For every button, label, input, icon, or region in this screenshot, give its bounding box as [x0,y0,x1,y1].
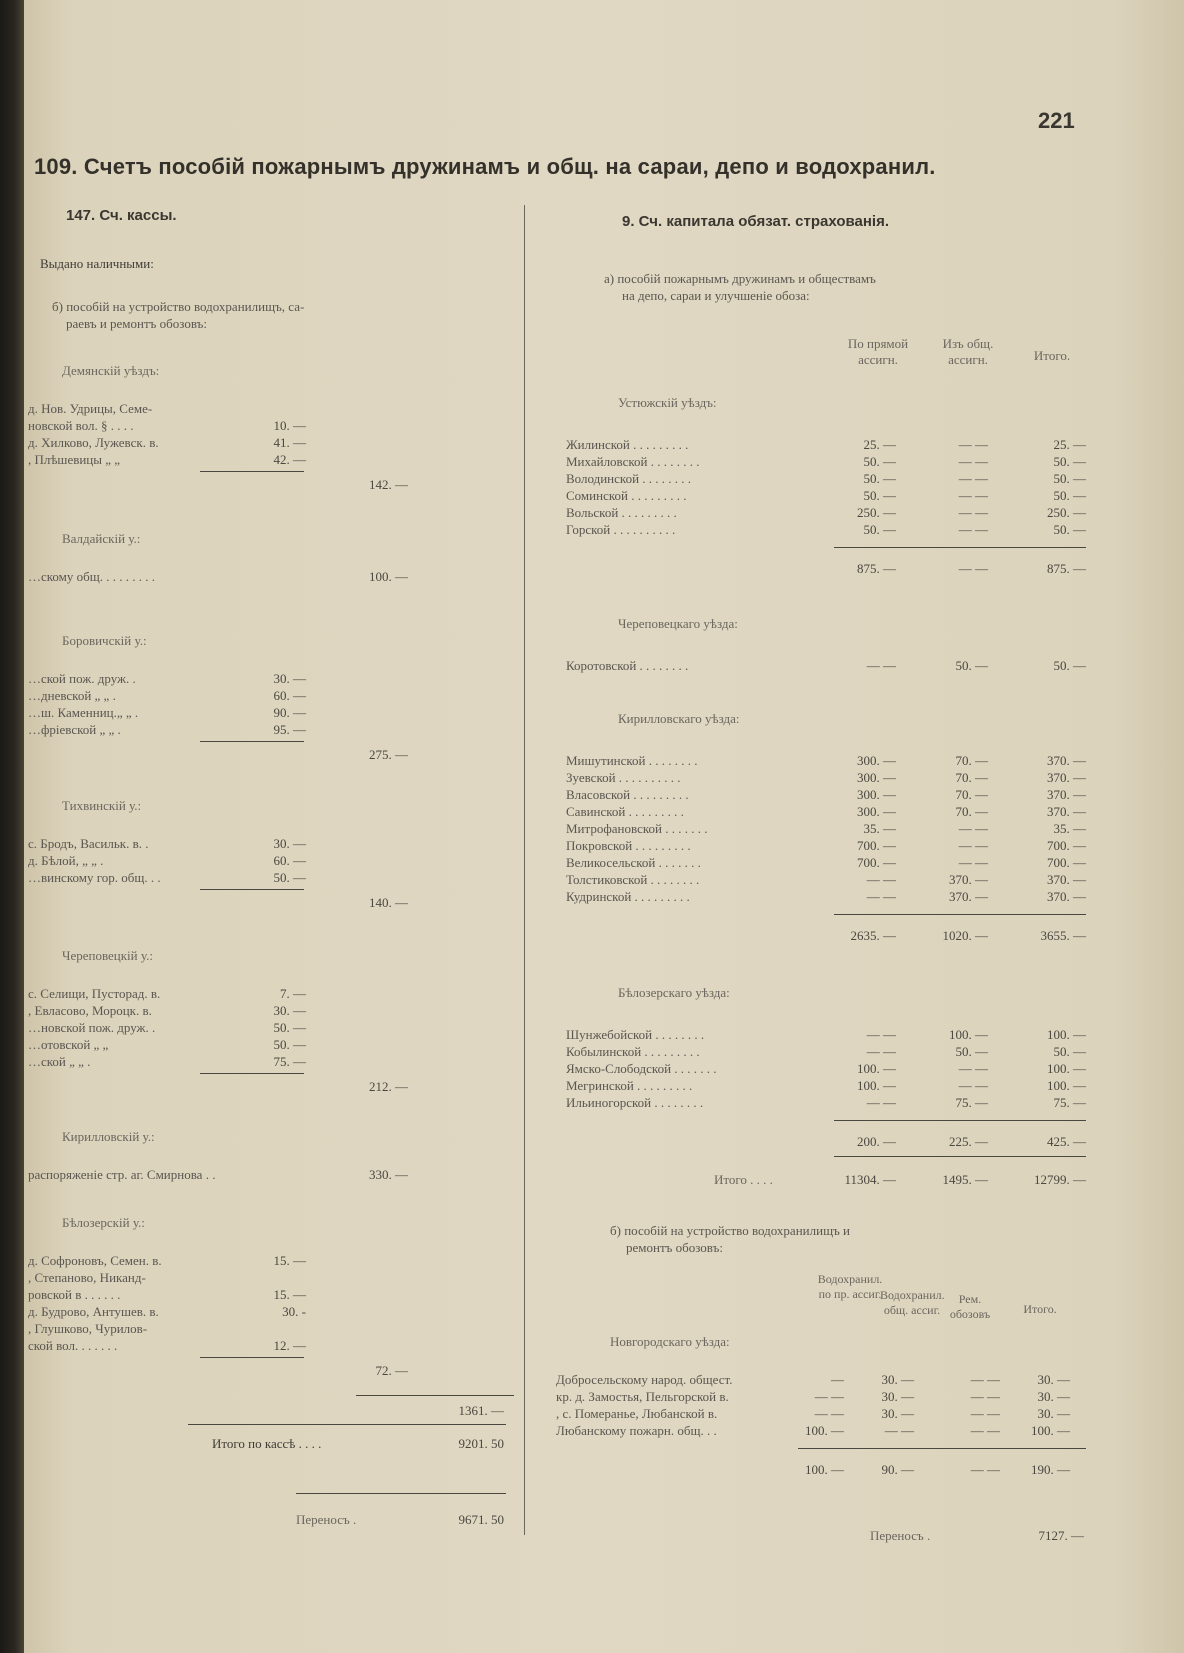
ledger-row-label: …фріевской „ „ . [28,722,121,737]
district-total: 190. — [1031,1462,1070,1477]
subtotal-rule [200,741,304,742]
itogo-rule [188,1424,506,1425]
district-heading: Бѣлозерскій у.: [62,1215,145,1230]
ledger-row-label: …дневской „ „ . [28,688,116,703]
ledger-cell: 100. — [949,1027,988,1042]
column-b-header-1: Водохранил. по пр. ассиг. [817,1272,883,1301]
ledger-row-value: 30. — [273,1003,306,1018]
district-heading: Устюжскій уѣздъ: [618,395,717,410]
column-header-direct: По прямой ассигн. [847,336,909,367]
section-a-line-1: а) пособій пожарнымъ дружинамъ и обществамъ [604,271,876,286]
right-heading: 9. Сч. капитала обязат. страхованія. [622,213,889,230]
ledger-cell: 35. — [863,821,896,836]
district-heading: Демянскій уѣздъ: [62,363,160,378]
ledger-row-value: 50. — [273,1037,306,1052]
ledger-row-value: 30. — [273,671,306,686]
ledger-row-label: , Степаново, Никанд- [28,1270,146,1285]
section-b-line-2: раевъ и ремонтъ обозовъ: [66,316,207,331]
ledger-row-label: Толстиковской . . . . . . . . [566,872,700,887]
ledger-row-label: Власовской . . . . . . . . . [566,787,689,802]
ledger-cell: — — [958,488,988,503]
ledger-row-label: Зуевской . . . . . . . . . . [566,770,681,785]
ledger-cell: 50. — [1053,1044,1086,1059]
ledger-row-label: , Евласово, Мороцк. в. [28,1003,152,1018]
ledger-row-label: …ской пож. друж. . [28,671,136,686]
ledger-row-value: 15. — [273,1287,306,1302]
column-b-header-2: Водохранил. общ. ассиг. [880,1288,945,1317]
district-heading: Боровичскій у.: [62,633,147,648]
district-total: 212. — [369,1079,408,1094]
ledger-cell: — — [958,437,988,452]
ledger-row-label: …отовской „ „ [28,1037,109,1052]
ledger-cell: — — [814,1389,844,1404]
subtotal-rule [200,1357,304,1358]
district-heading: Кирилловскій у.: [62,1129,155,1144]
ledger-cell: 70. — [955,753,988,768]
ledger-cell: 30. — [1037,1406,1070,1421]
ledger-row-label: …ской „ „ . [28,1054,91,1069]
district-heading: Бѣлозерскаго уѣзда: [618,985,730,1000]
ledger-row-value: 41. — [273,435,306,450]
ledger-cell: — — [970,1389,1000,1404]
district-total: 875. — [1047,561,1086,576]
ledger-row-label: Мишутинской . . . . . . . . [566,753,698,768]
perenos-label: Переносъ . [296,1512,357,1527]
ledger-cell: — — [866,1095,896,1110]
ledger-row-label: Соминской . . . . . . . . . [566,488,687,503]
ledger-cell: 100. — [1047,1061,1086,1076]
ledger-cell: — — [866,1044,896,1059]
ledger-cell: 370. — [1047,787,1086,802]
district-heading: Валдайскій у.: [62,531,141,546]
ledger-cell: 70. — [955,787,988,802]
ledger-cell: — — [814,1406,844,1421]
ledger-row-label: Великосельской . . . . . . . [566,855,701,870]
section-b-line-2: ремонтъ обозовъ: [626,1240,723,1255]
ledger-cell: 50. — [863,454,896,469]
section-b-line-1: б) пособій на устройство водохранилищъ, са- [52,299,305,314]
ledger-row-value: 15. — [273,1253,306,1268]
ledger-cell: 100. — [857,1078,896,1093]
ledger-row-label: распоряженіе стр. аг. Смирнова . . [28,1167,216,1182]
ledger-cell: 250. — [1047,505,1086,520]
ledger-row-label: Вольской . . . . . . . . . [566,505,677,520]
ledger-cell: 25. — [863,437,896,452]
perenos-value: 7127. — [1038,1528,1084,1543]
ledger-row-label: ской вол. . . . . . . [28,1338,118,1353]
itogo-rule [834,1156,1086,1157]
ledger-row-label: …ш. Каменниц.„ „ . [28,705,139,720]
column-header-total: Итого. [1033,348,1071,363]
ledger-cell: — — [958,505,988,520]
ledger-cell: 370. — [1047,872,1086,887]
ledger-cell: 25. — [1053,437,1086,452]
ledger-row-label: …новской пож. друж. . [28,1020,156,1035]
ledger-cell: — — [970,1423,1000,1438]
ledger-cell: 50. — [1053,471,1086,486]
itogo-value: 12799. — [1034,1172,1086,1187]
issued-label: Выдано наличными: [40,256,154,271]
ledger-cell: — — [958,855,988,870]
ledger-cell: — — [866,872,896,887]
subtotal-rule [200,471,304,472]
subtotal-rule [200,1073,304,1074]
ledger-cell: 50. — [1053,658,1086,673]
grand-subtotal-rule [356,1395,514,1396]
ledger-row-value: 60. — [273,688,306,703]
district-total: 2635. — [850,928,896,943]
ledger-row-label: Митрофановской . . . . . . . [566,821,708,836]
ledger-cell: — [831,1372,844,1387]
ledger-cell: 50. — [863,471,896,486]
ledger-row-label: с. Селищи, Пусторад. в. [28,986,161,1001]
ledger-cell: 50. — [863,488,896,503]
ledger-cell: 50. — [955,658,988,673]
ledger-row-label: кр. д. Замостья, Пельгорской в. [556,1389,729,1404]
ledger-cell: — — [970,1372,1000,1387]
ledger-row-label: Жилинской . . . . . . . . . [566,437,689,452]
district-total: 142. — [369,477,408,492]
ledger-cell: 100. — [1047,1027,1086,1042]
ledger-cell: 100. — [1031,1423,1070,1438]
district-total: 1020. — [942,928,988,943]
column-b-header-4: Итого. [1023,1302,1057,1316]
ledger-row-label: , с. Померанье, Любанской в. [556,1406,718,1421]
ledger-row-label: д. Софроновъ, Семен. в. [28,1253,162,1268]
district-heading: Новгородскаго уѣзда: [610,1334,730,1349]
ledger-cell: — — [958,1078,988,1093]
ledger-cell: 50. — [955,1044,988,1059]
ledger-row-label: Горской . . . . . . . . . . [566,522,676,537]
ledger-row-label: д. Будрово, Антушев. в. [28,1304,159,1319]
ledger-cell: 370. — [949,889,988,904]
perenos-rule [296,1493,506,1494]
ledger-row-value: 30. - [282,1304,306,1319]
district-total: — — [958,561,988,576]
itogo-value: 11304. — [844,1172,896,1187]
ledger-cell: 700. — [857,838,896,853]
ledger-cell: 70. — [955,770,988,785]
ledger-cell: 700. — [857,855,896,870]
ledger-cell: 700. — [1047,838,1086,853]
ledger-cell: 30. — [881,1389,914,1404]
ledger-cell: 75. — [1053,1095,1086,1110]
ledger-cell: 700. — [1047,855,1086,870]
ledger-cell: 300. — [857,787,896,802]
ledger-row-label: Шунжебойской . . . . . . . . [566,1027,705,1042]
ledger-cell: 370. — [1047,753,1086,768]
ledger-cell: 50. — [1053,488,1086,503]
district-total: 90. — [881,1462,914,1477]
ledger-cell: 370. — [1047,889,1086,904]
page-number: 221 [1038,108,1075,133]
ledger-cell: 100. — [1047,1078,1086,1093]
district-total: 100. — [369,569,408,584]
page-title: 109. Счетъ пособій пожарнымъ дружинамъ и общ. на сараи, депо и водохранил. [34,154,936,179]
ledger-row-label: Савинской . . . . . . . . . [566,804,684,819]
ledger-row-label: Володинской . . . . . . . . [566,471,692,486]
district-total: 200. — [857,1134,896,1149]
ledger-row-label: Коротовской . . . . . . . . [566,658,689,673]
ledger-row-value: 90. — [273,705,306,720]
ledger-row-value: 60. — [273,853,306,868]
ledger-cell: — — [958,471,988,486]
ledger-row-label: Кудринской . . . . . . . . . [566,889,690,904]
section-b-line-1: б) пособій на устройство водохранилищъ и [610,1223,851,1238]
ledger-row-value: 7. — [280,986,306,1001]
ledger-row-label: новской вол. § . . . . [28,418,134,433]
ledger-cell: — — [958,838,988,853]
ledger-cell: 30. — [1037,1389,1070,1404]
book-spine [0,0,24,1653]
ledger-cell: 370. — [1047,770,1086,785]
ledger-cell: 35. — [1053,821,1086,836]
district-heading: Череповецкаго уѣзда: [618,616,738,631]
ledger-row-label: Ильиногорской . . . . . . . . [566,1095,704,1110]
district-total: 225. — [949,1134,988,1149]
perenos-label: Переносъ . [870,1528,931,1543]
itogo-value: 1495. — [942,1172,988,1187]
section-a-line-2: на депо, сараи и улучшеніе обоза: [622,288,810,303]
column-b-header-3: Рем. обозовъ [949,1292,991,1321]
ledger-cell: 100. — [805,1423,844,1438]
perenos-value: 9671. 50 [458,1512,504,1527]
ledger-cell: 30. — [881,1406,914,1421]
ledger-row-value: 12. — [273,1338,306,1353]
ledger-row-label: …скому общ. . . . . . . . . [28,569,156,584]
column-divider [524,205,525,1535]
ledger-row-label: д. Нов. Удрицы, Семе- [28,401,153,416]
ledger-row-label: Добросельскому народ. общест. [556,1372,733,1387]
ledger-cell: 370. — [1047,804,1086,819]
district-total: 3655. — [1040,928,1086,943]
district-total: — — [970,1462,1000,1477]
ledger-row-label: Любанскому пожарн. общ. . . [556,1423,717,1438]
ledger-row-value: 75. — [273,1054,306,1069]
ledger-cell: 300. — [857,804,896,819]
ledger-cell: 50. — [1053,522,1086,537]
district-total: 875. — [857,561,896,576]
ledger-cell: 75. — [955,1095,988,1110]
ledger-row-label: ровской в . . . . . . [28,1287,121,1302]
ledger-cell: 100. — [857,1061,896,1076]
ledger-row-value: 42. — [273,452,306,467]
ledger-cell: — — [958,821,988,836]
ledger-row-value: 10. — [273,418,306,433]
subtotal-rule [834,914,1086,915]
district-total: 140. — [369,895,408,910]
ledger-row-value: 50. — [273,870,306,885]
ledger-row-value: 95. — [273,722,306,737]
ledger-cell: 50. — [863,522,896,537]
ledger-row-label: Кобылинской . . . . . . . . . [566,1044,700,1059]
ledger-cell: — — [884,1423,914,1438]
district-total: 100. — [805,1462,844,1477]
grand-subtotal: 1361. — [458,1403,504,1418]
itogo-label: Итого . . . . [714,1172,773,1187]
ledger-row-label: …винскому гор. общ. . . [28,870,161,885]
left-heading: 147. Сч. кассы. [66,207,177,224]
district-total: 425. — [1047,1134,1086,1149]
ledger-row-label: Ямско-Слободской . . . . . . . [566,1061,717,1076]
district-total: 330. — [369,1167,408,1182]
ledger-cell: — — [866,1027,896,1042]
ledger-row-label: , Глушково, Чурилов- [28,1321,148,1336]
ledger-row-label: с. Бродъ, Васильк. в. . [28,836,149,851]
ledger-cell: — — [866,889,896,904]
ledger-cell: — — [970,1406,1000,1421]
ledger-cell: — — [958,1061,988,1076]
ledger-cell: 30. — [881,1372,914,1387]
district-heading: Череповецкій у.: [62,948,153,963]
ledger-row-value: 50. — [273,1020,306,1035]
ledger-row-label: Михайловской . . . . . . . . [566,454,700,469]
ledger-row-label: д. Хилково, Лужевск. в. [28,435,159,450]
ledger-cell: — — [866,658,896,673]
district-heading: Кирилловскаго уѣзда: [618,711,740,726]
column-header-common: Изъ общ. ассигн. [942,336,994,367]
subtotal-rule [834,1120,1086,1121]
ledger-row-label: , Плѣшевицы „ „ [28,452,121,467]
ledger-cell: 370. — [949,872,988,887]
ledger-row-value: 30. — [273,836,306,851]
ledger-cell: 250. — [857,505,896,520]
ledger-cell: 30. — [1037,1372,1070,1387]
ledger-cell: — — [958,522,988,537]
district-total: 72. — [375,1363,408,1378]
ledger-cell: 70. — [955,804,988,819]
itogo-value: 9201. 50 [458,1436,504,1451]
ledger-cell: 300. — [857,770,896,785]
ledger-row-label: д. Бѣлой, „ „ . [28,853,104,868]
itogo-label: Итого по кассѣ . . . . [212,1436,322,1451]
ledger-cell: 50. — [1053,454,1086,469]
subtotal-rule [798,1448,1086,1449]
ledger-row-label: Покровской . . . . . . . . . [566,838,691,853]
ledger-cell: — — [958,454,988,469]
subtotal-rule [200,889,304,890]
district-total: 275. — [369,747,408,762]
district-heading: Тихвинскій у.: [62,798,142,813]
subtotal-rule [834,547,1086,548]
ledger-row-label: Мегринской . . . . . . . . . [566,1078,693,1093]
ledger-cell: 300. — [857,753,896,768]
